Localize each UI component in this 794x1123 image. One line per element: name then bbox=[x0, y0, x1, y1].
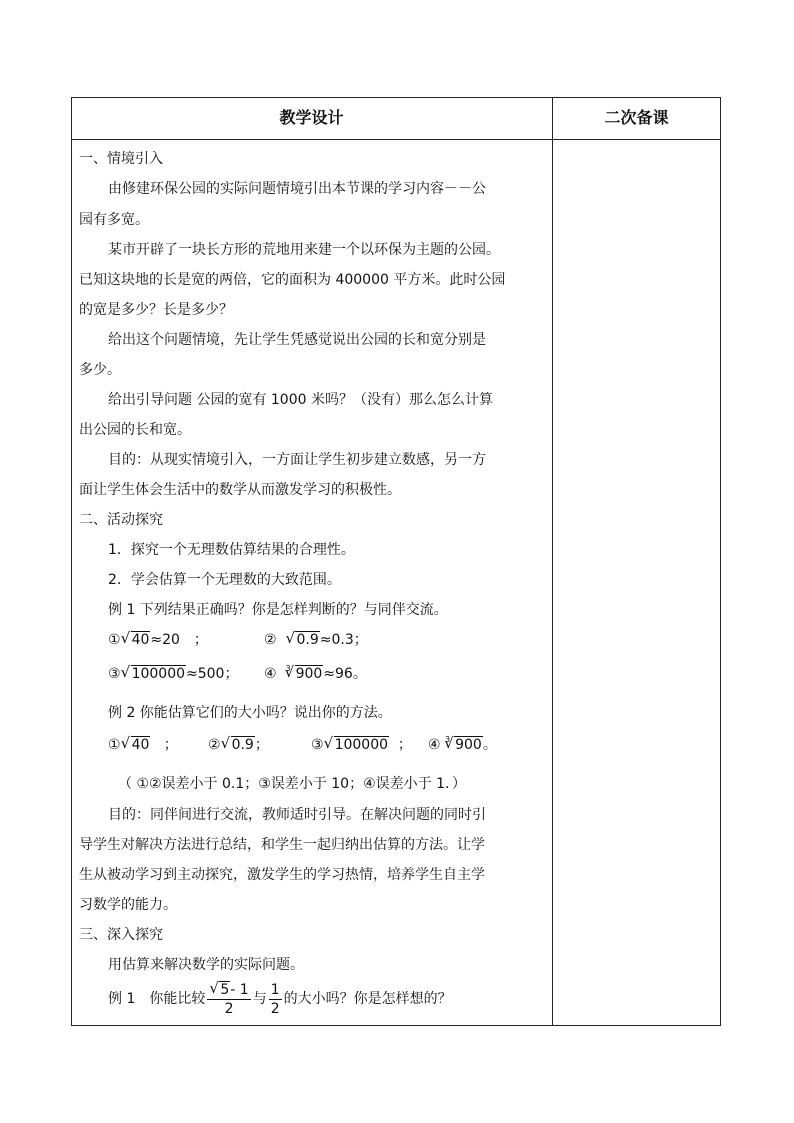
list-item: 1．探究一个无理数估算结果的合理性。 bbox=[108, 542, 355, 558]
deep-example-1: 例 1 你能比较 √ $\frac{5- 1}{2}$ 与 $\frac{1}{2}$ 的大小吗？你是怎样想的？ bbox=[108, 978, 452, 1020]
cbrt-symbol: √ 900 bbox=[286, 665, 324, 683]
header-teaching-design: 教学设计 bbox=[279, 108, 344, 127]
section-title-intro: 一、情境引入 bbox=[79, 151, 163, 167]
fraction-sqrt5-minus-1-over-2: √ $\frac{5- 1}{2}$ bbox=[207, 981, 250, 1018]
example-1-expression-c: ③√ 100000≈500； bbox=[108, 665, 238, 683]
example-2-expression-d: ④ $^3$√ 900。 bbox=[428, 736, 497, 756]
paragraph-line: 导学生对解决方法进行总结，和学生一起归纳出估算的方法。让学 bbox=[79, 837, 485, 853]
example-1-expression-d: ④ $^3$√ 900≈96。 bbox=[264, 665, 367, 685]
paragraph-line: 给出这个问题情境，先让学生凭感觉说出公园的长和宽分别是 bbox=[108, 332, 486, 348]
paragraph-line: 多少。 bbox=[79, 362, 121, 378]
sqrt-symbol: √ 40 bbox=[122, 736, 151, 754]
example-2-prompt: 例 2 你能估算它们的大小吗？说出你的方法。 bbox=[108, 705, 392, 721]
fraction-one-half: $\frac{1}{2}$ bbox=[270, 981, 280, 1017]
paragraph-line: 习数学的能力。 bbox=[79, 897, 177, 913]
paragraph-line: 目的：从现实情境引入，一方面让学生初步建立数感，另一方 bbox=[108, 452, 486, 468]
list-item: 2．学会估算一个无理数的大致范围。 bbox=[108, 572, 341, 588]
paragraph-line: 的宽是多少？长是多少？ bbox=[79, 302, 233, 318]
error-note: （ ①②误差小于 0.1；③误差小于 10；④误差小于 1．） bbox=[118, 776, 466, 792]
example-2-expression-b: ②√ 0.9； bbox=[208, 736, 269, 754]
paragraph-line: 目的：同伴间进行交流，教师适时引导。在解决问题的同时引 bbox=[108, 807, 486, 823]
section-title-deep-dive: 三、深入探究 bbox=[79, 927, 163, 943]
paragraph-line: 某市开辟了一块长方形的荒地用来建一个以环保为主题的公园。 bbox=[108, 242, 500, 258]
header-second-prep: 二次备课 bbox=[604, 108, 669, 127]
sqrt-symbol: √ 0.9 bbox=[286, 631, 319, 649]
paragraph-line: 用估算来解决数学的实际问题。 bbox=[108, 957, 304, 973]
paragraph-line: 已知这块地的长是宽的两倍，它的面积为 400000 平方米。此时公园 bbox=[79, 272, 506, 288]
paragraph-line: 出公园的长和宽。 bbox=[79, 422, 191, 438]
example-1-expression-b: ② √ 0.9≈0.3； bbox=[264, 631, 368, 649]
sqrt-symbol: √ 100000 bbox=[325, 736, 389, 754]
sqrt-symbol: √ 5 bbox=[210, 981, 230, 999]
column-divider bbox=[552, 97, 553, 1026]
paragraph-line: 给出引导问题 公园的宽有 1000 米吗？（没有）那么怎么计算 bbox=[108, 392, 493, 408]
sqrt-symbol: √ 100000 bbox=[122, 665, 186, 683]
paragraph-line: 由修建环保公园的实际问题情境引出本节课的学习内容－－公 bbox=[108, 181, 486, 197]
header-divider bbox=[71, 139, 721, 140]
sqrt-symbol: √ 40 bbox=[122, 631, 151, 649]
example-1-prompt: 例 1 下列结果正确吗？你是怎样判断的？与同伴交流。 bbox=[108, 602, 448, 618]
example-2-expression-a: ①√ 40 ； bbox=[108, 736, 178, 754]
paragraph-line: 园有多宽。 bbox=[79, 212, 149, 228]
example-2-expression-c: ③√ 100000 ； bbox=[311, 736, 412, 754]
sqrt-symbol: √ 0.9 bbox=[222, 736, 255, 754]
paragraph-line: 生从被动学习到主动探究，激发学生的学习热情，培养学生自主学 bbox=[79, 867, 485, 883]
section-title-activity: 二、活动探究 bbox=[79, 512, 163, 528]
cbrt-symbol: √ 900 bbox=[445, 736, 483, 754]
example-1-expression-a: ①√ 40≈20 ； bbox=[108, 631, 208, 649]
lesson-table bbox=[71, 97, 721, 1026]
paragraph-line: 面让学生体会生活中的数学从而激发学习的积极性。 bbox=[79, 482, 401, 498]
